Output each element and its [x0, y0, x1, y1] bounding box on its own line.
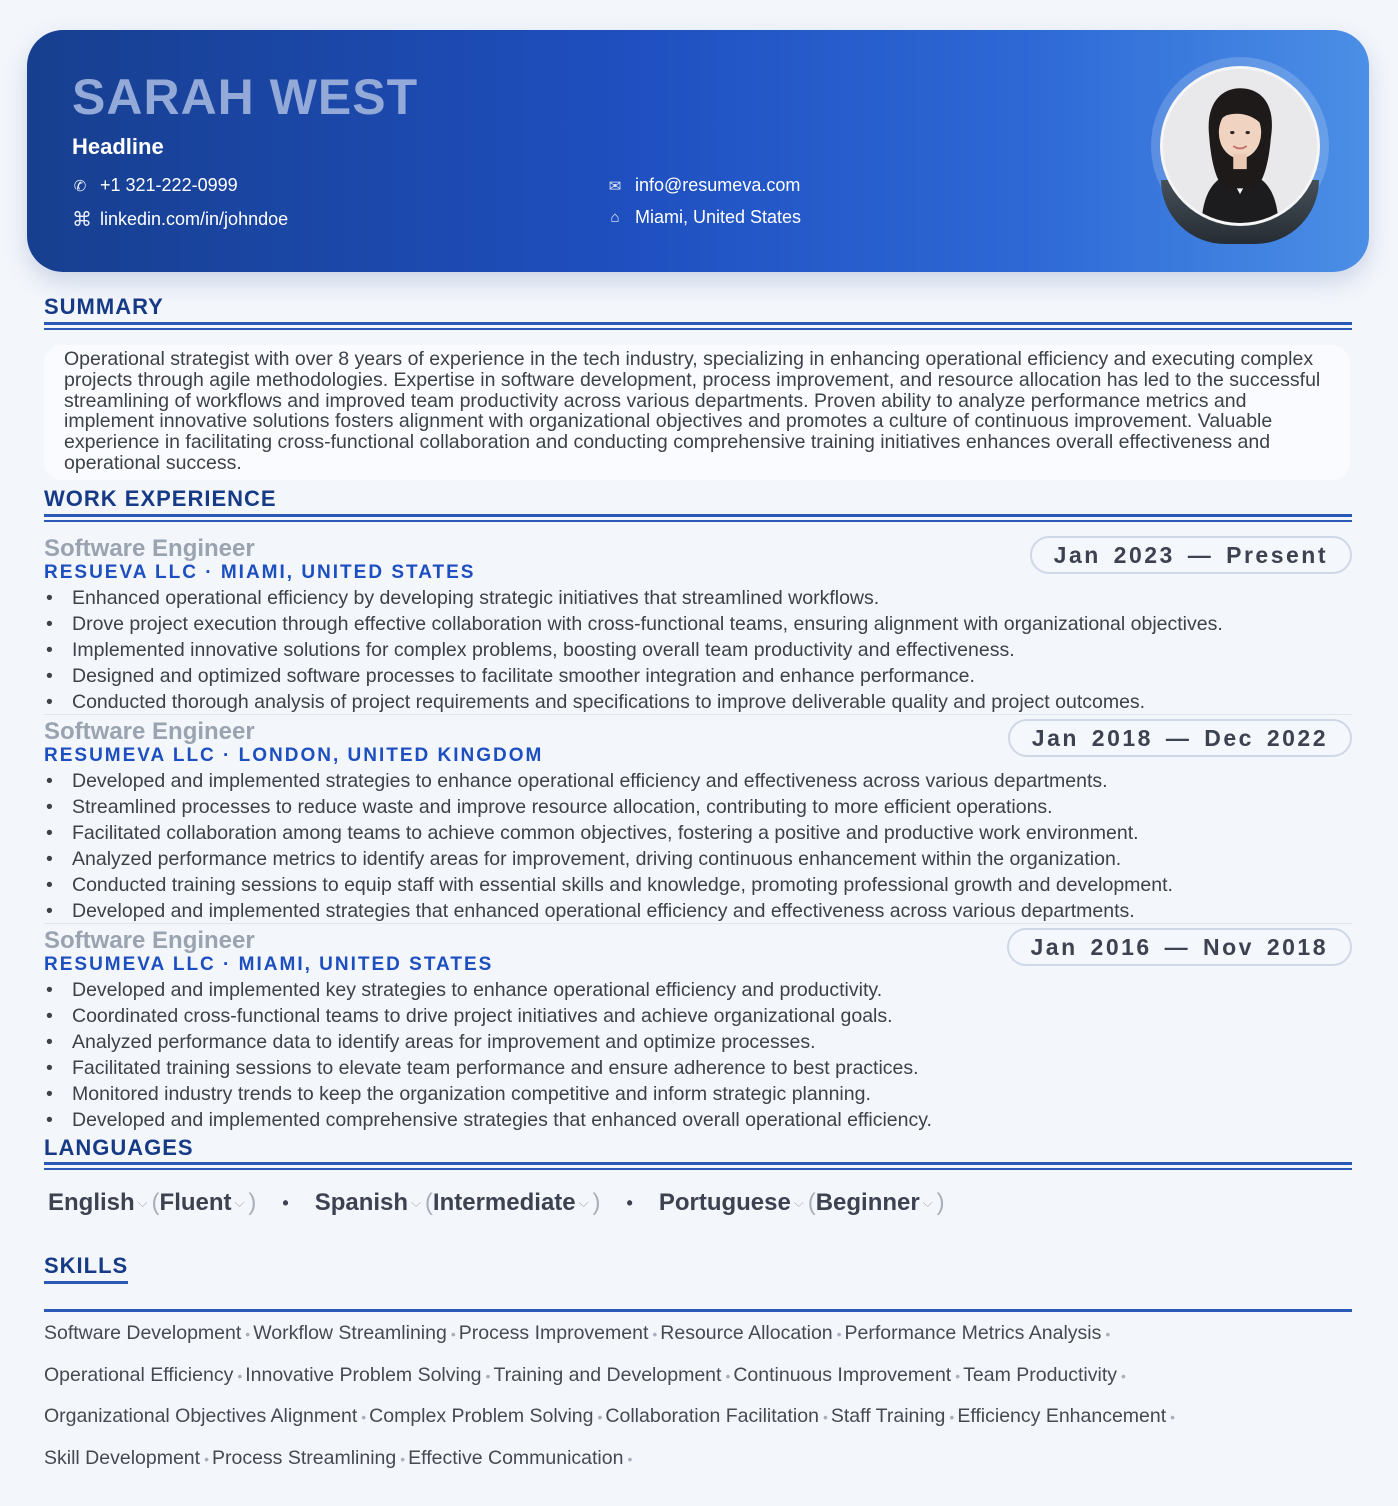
bullet-item: • Monitored industry trends to keep the organization competitive and inform strategic planning.: [44, 1081, 1352, 1107]
language-item: English ⌵ ( Fluent ⌵ ): [48, 1189, 257, 1216]
summary-text: Operational strategist with over 8 years of experience in the tech industry, specializing in enhancing operational efficiency and executing complex projects through agile methodologies. Expertise in software development, process improvement, and resource allocation has led to the successful streamlining of workflows and improved team productivity across various departments. Proven ability to analyze performance metrics and implement innovative solutions fosters alignment with organizational objectives and promotes a culture of continuous improvement. Valuable experience in facilitating cross-functional collaboration and conducting comprehensive training initiatives enhances overall effectiveness and operational success.: [44, 345, 1350, 480]
skill-tag: Continuous Improvement: [733, 1364, 952, 1386]
bullet-item: • Coordinated cross-functional teams to drive project initiatives and achieve organizational goals.: [44, 1003, 1352, 1029]
language-name[interactable]: Spanish: [314, 1189, 409, 1216]
job-title: Software Engineer: [44, 535, 255, 562]
skills-row: Skill Development • Process Streamlining • Effective Communication •: [44, 1447, 633, 1469]
job-entry: [44, 928, 1352, 1133]
skill-tag: Process Improvement: [458, 1322, 649, 1344]
command-icon: ⌘: [72, 209, 92, 231]
skill-tag: Collaboration Facilitation: [605, 1405, 819, 1427]
bullet-item: • Enhanced operational efficiency by developing strategic initiatives that streamlined workflows.: [44, 585, 1352, 611]
skill-tag: Innovative Problem Solving: [245, 1364, 482, 1386]
skills-rule: [44, 1309, 1352, 1312]
chevron-down-icon[interactable]: ⌵: [922, 1195, 933, 1210]
language-name[interactable]: Portuguese: [658, 1189, 791, 1216]
chevron-down-icon[interactable]: ⌵: [234, 1195, 245, 1210]
bullet-item: • Analyzed performance metrics to identify areas for improvement, driving continuous enhancement within the organization.: [44, 846, 1352, 872]
job-company: RESUMEVA LLC · LONDON, UNITED KINGDOM: [44, 745, 544, 766]
job-title: Software Engineer: [44, 718, 255, 745]
skill-tag: Training and Development: [493, 1364, 722, 1386]
language-level[interactable]: Intermediate: [432, 1189, 576, 1216]
skill-tag: Organizational Objectives Alignment: [44, 1405, 358, 1427]
job-date-badge: Jan 2018 — Dec 2022: [1008, 719, 1352, 757]
chevron-down-icon[interactable]: ⌵: [137, 1195, 148, 1210]
bullet-item: • Developed and implemented key strategies to enhance operational efficiency and productivity.: [44, 977, 1352, 1003]
contact-phone: [72, 175, 238, 196]
languages-heading: LANGUAGES: [44, 1135, 194, 1160]
job-company: RESUEVA LLC · MIAMI, UNITED STATES: [44, 562, 476, 583]
language-item: Portuguese ⌵ ( Beginner ⌵ ): [658, 1189, 945, 1216]
separator-dot: •: [282, 1192, 289, 1213]
skills-row: Operational Efficiency • Innovative Problem Solving • Training and Development • Continuous Improvement • Team Productivity •: [44, 1364, 1126, 1386]
bullet-item: • Implemented innovative solutions for complex problems, boosting overall team productivity and effectiveness.: [44, 637, 1352, 663]
chevron-down-icon[interactable]: ⌵: [793, 1195, 804, 1210]
bullet-item: • Drove project execution through effective collaboration with cross-functional teams, ensuring alignment with organizational objectives.: [44, 611, 1352, 637]
job-date-badge: Jan 2016 — Nov 2018: [1007, 928, 1352, 966]
job-company: RESUMEVA LLC · MIAMI, UNITED STATES: [44, 954, 494, 975]
job-bullets: [44, 977, 1352, 1133]
language-name[interactable]: English: [48, 1189, 135, 1216]
candidate-name: SARAH WEST: [72, 69, 419, 125]
experience-heading: WORK EXPERIENCE: [44, 486, 277, 511]
summary-heading: SUMMARY: [44, 294, 164, 319]
language-level[interactable]: Beginner: [815, 1189, 920, 1216]
job-title: Software Engineer: [44, 927, 255, 954]
bullet-item: • Developed and implemented strategies that enhanced operational efficiency and effectiveness across various departments.: [44, 898, 1352, 924]
skill-tag: Workflow Streamlining: [253, 1322, 447, 1344]
job-entry: [44, 719, 1352, 924]
skill-tag: Staff Training: [830, 1405, 946, 1427]
language-item: Spanish ⌵ ( Intermediate ⌵ ): [314, 1189, 601, 1216]
skill-tag: Effective Communication: [408, 1447, 624, 1469]
skill-tag: Performance Metrics Analysis: [844, 1322, 1102, 1344]
job-bullets: [44, 768, 1352, 924]
skills-row: Software Development • Workflow Streamlining • Process Improvement • Resource Allocation • Performance Metrics Analysis •: [44, 1322, 1111, 1344]
bullet-item: • Analyzed performance data to identify areas for improvement and optimize processes.: [44, 1029, 1352, 1055]
summary-rule: [44, 322, 1352, 330]
portrait-illustration: [1163, 69, 1317, 223]
email-text[interactable]: info@resumeva.com: [635, 175, 801, 195]
phone-text: +1 321-222-0999: [100, 175, 238, 195]
bullet-item: • Designed and optimized software processes to facilitate smoother integration and enhance performance.: [44, 663, 1352, 689]
experience-rule: [44, 514, 1352, 522]
mail-icon: ✉: [608, 177, 622, 195]
language-level[interactable]: Fluent: [159, 1189, 232, 1216]
bullet-item: • Facilitated collaboration among teams to achieve common objectives, fostering a positive and productive work environment.: [44, 820, 1352, 846]
separator-dot: •: [626, 1192, 633, 1213]
contact-location: [607, 207, 801, 228]
chevron-down-icon[interactable]: ⌵: [411, 1195, 421, 1210]
skill-tag: Resource Allocation: [660, 1322, 833, 1344]
job-divider: [44, 923, 1352, 924]
phone-icon: ✆: [73, 177, 87, 195]
resume-header: [27, 30, 1369, 272]
bullet-item: • Developed and implemented comprehensive strategies that enhanced overall operational efficiency.: [44, 1107, 1352, 1133]
skill-tag: Complex Problem Solving: [369, 1405, 594, 1427]
skills-row: Organizational Objectives Alignment • Complex Problem Solving • Collaboration Facilitation • Staff Training • Efficiency Enhancement •: [44, 1405, 1176, 1427]
skill-tag: Software Development: [44, 1322, 242, 1344]
bullet-item: • Conducted thorough analysis of project requirements and specifications to improve deliverable quality and project outcomes.: [44, 689, 1352, 715]
bullet-item: • Facilitated training sessions to elevate team performance and ensure adherence to best practices.: [44, 1055, 1352, 1081]
languages-list: [48, 1189, 945, 1217]
location-text: Miami, United States: [635, 207, 802, 227]
job-date-badge: Jan 2023 — Present: [1030, 536, 1352, 574]
linkedin-text[interactable]: linkedin.com/in/johndoe: [100, 209, 289, 229]
profile-photo: [1160, 66, 1320, 226]
headline: Headline: [72, 134, 164, 159]
job-entry: [44, 536, 1352, 715]
contact-linkedin[interactable]: [72, 207, 288, 232]
bullet-item: • Developed and implemented strategies to enhance operational efficiency and effectiveness across various departments.: [44, 768, 1352, 794]
skills-heading: SKILLS: [44, 1253, 128, 1284]
bullet-item: • Streamlined processes to reduce waste and improve resource allocation, contributing to more efficient operations.: [44, 794, 1352, 820]
skill-tag: Efficiency Enhancement: [957, 1405, 1167, 1427]
skill-tag: Operational Efficiency: [44, 1364, 234, 1386]
languages-rule: [44, 1162, 1352, 1170]
skill-tag: Team Productivity: [963, 1364, 1118, 1386]
contact-email[interactable]: [607, 175, 800, 196]
skill-tag: Process Streamlining: [211, 1447, 397, 1469]
chevron-down-icon[interactable]: ⌵: [578, 1195, 589, 1210]
home-icon: ⌂: [610, 209, 620, 226]
bullet-item: • Conducted training sessions to equip staff with essential skills and knowledge, promoting professional growth and development.: [44, 872, 1352, 898]
job-bullets: [44, 585, 1352, 715]
job-divider: [44, 714, 1352, 715]
skill-tag: Skill Development: [44, 1447, 201, 1469]
